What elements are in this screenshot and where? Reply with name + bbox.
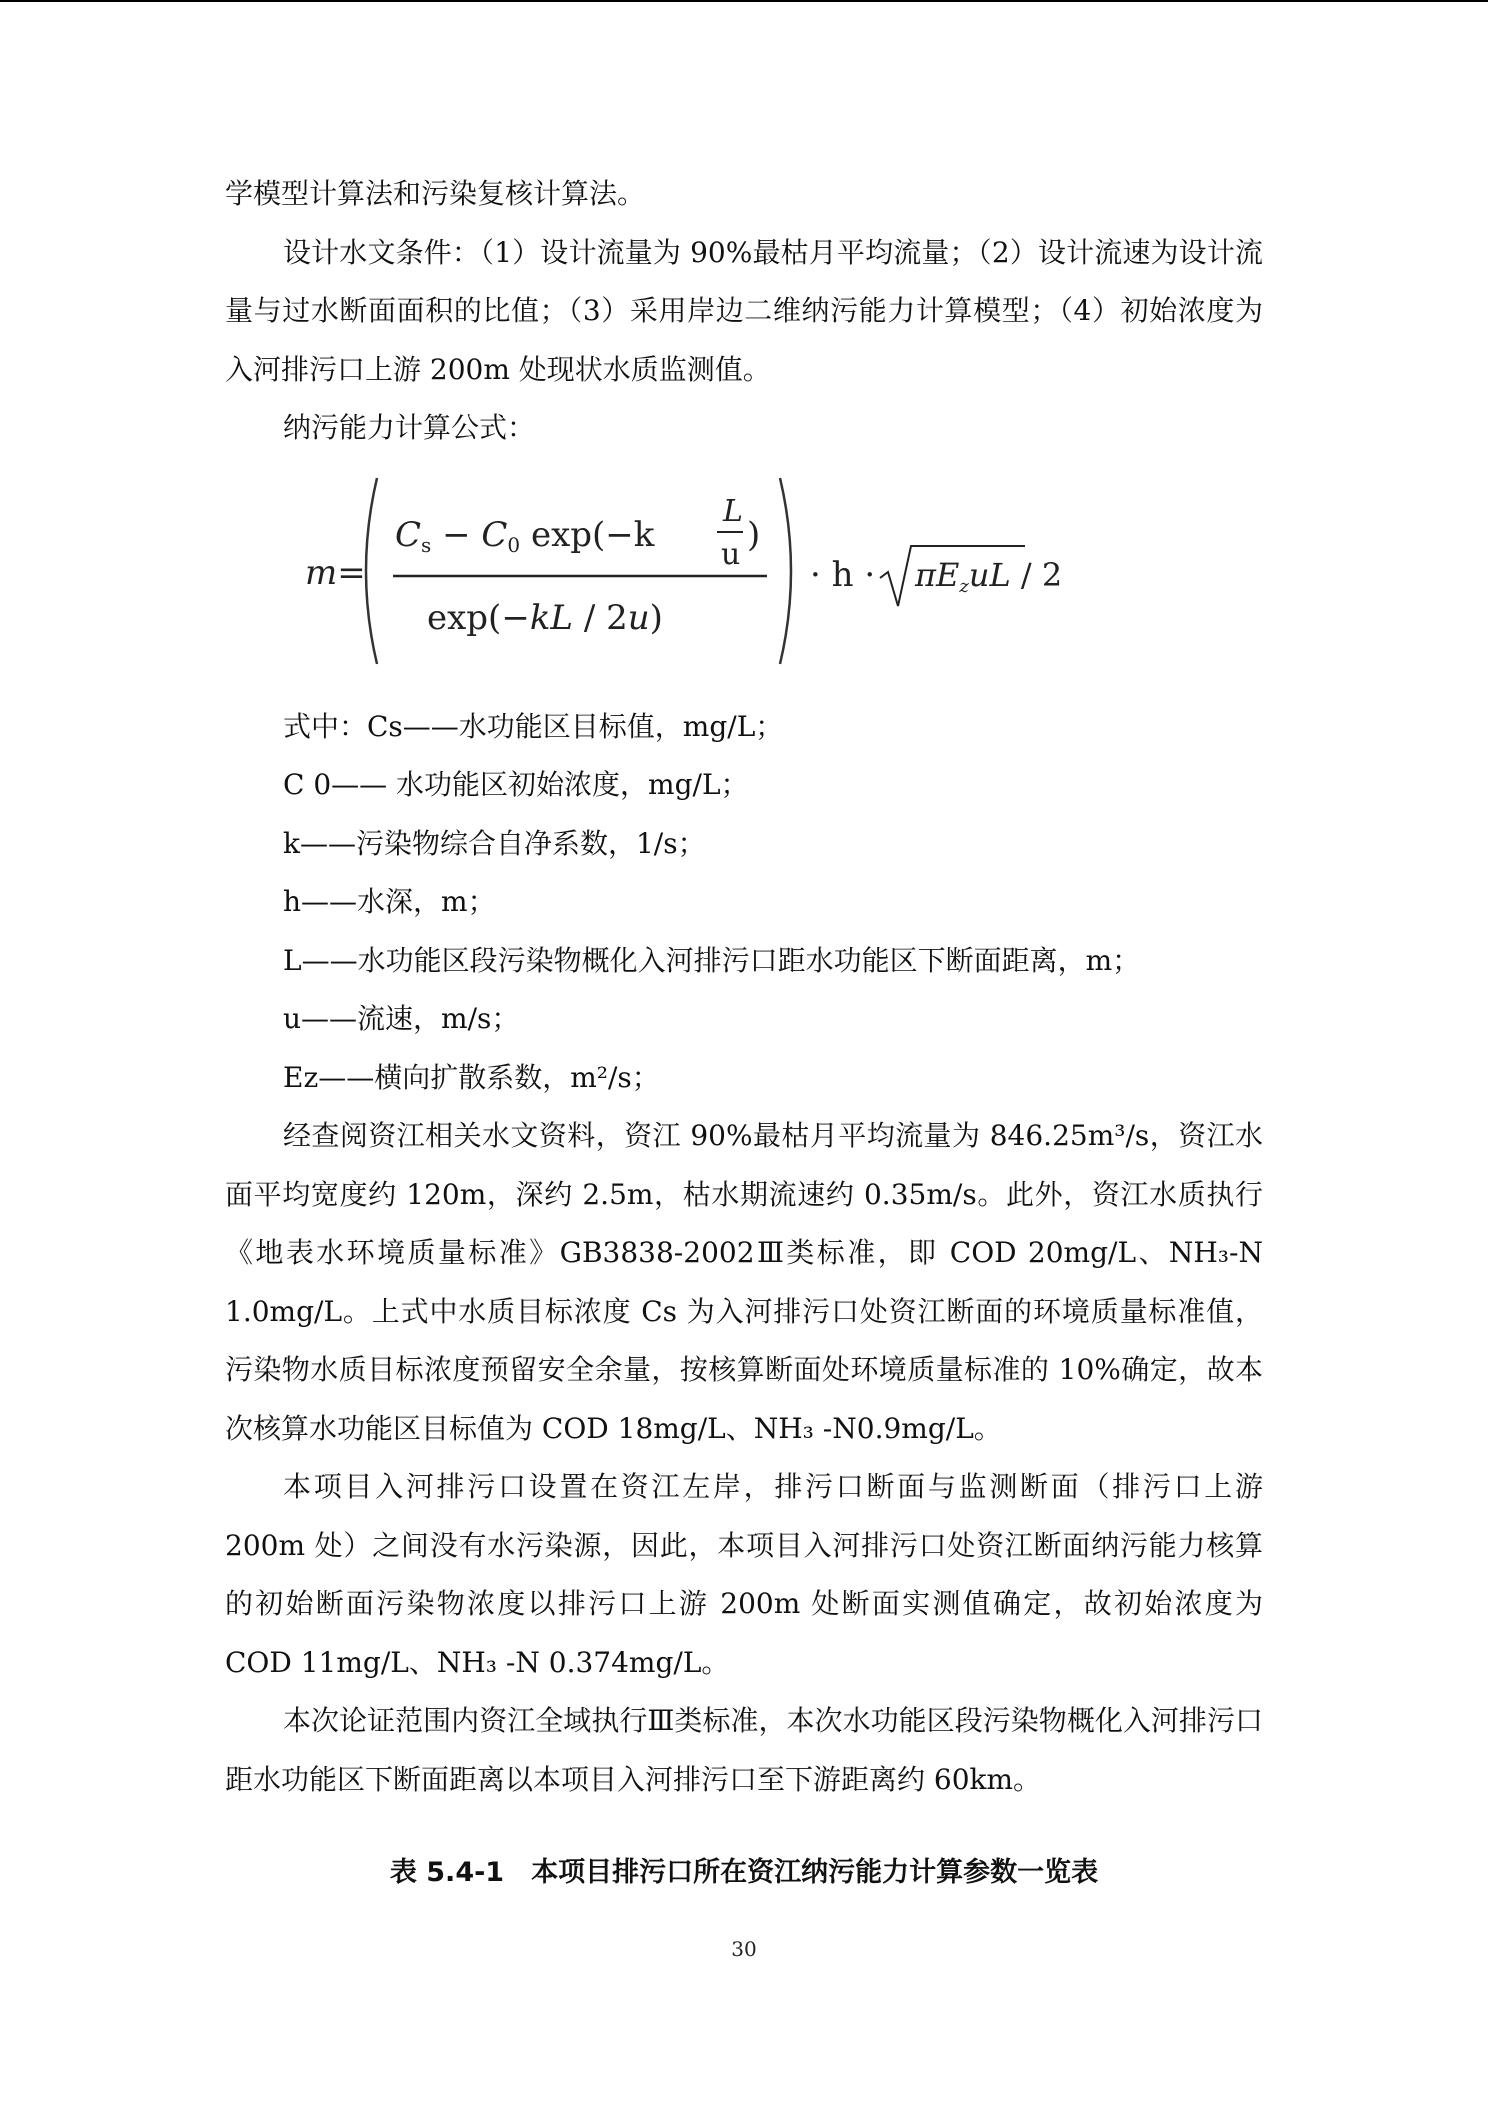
- table-caption: 表 5.4-1 本项目排污口所在资江纳污能力计算参数一览表: [389, 1857, 1099, 1888]
- definition-h: h——水深，m；: [283, 885, 496, 918]
- svg-text:L: L: [723, 493, 743, 529]
- svg-text:): ): [747, 514, 761, 555]
- svg-text:u: u: [721, 536, 741, 572]
- formula-lhs: m=: [305, 552, 366, 593]
- definition-c0: C 0—— 水功能区初始浓度，mg/L；: [283, 768, 749, 801]
- paragraph-5: 本次论证范围内资江全域执行Ⅲ类标准，本次水功能区段污染物概化入河排污口距水功能区下断面距离以本项目入河排污口至下游距离约 60km。: [225, 1704, 1263, 1796]
- definition-ez: Ez——横向扩散系数，m²/s；: [283, 1060, 660, 1094]
- formula: [225, 466, 1263, 686]
- page-number: 30: [731, 1937, 757, 1961]
- definition-u: u——流速，m/s；: [283, 1002, 520, 1035]
- formula-image: [305, 466, 1063, 676]
- document-page: [225, 165, 1263, 1893]
- top-border: [0, 0, 1488, 2]
- formula-denominator: exp(−kL / 2u): [427, 597, 663, 638]
- definition-cs: 式中：Cs——水功能区目标值，mg/L；: [283, 709, 784, 743]
- definition-k: k——污染物综合自净系数，1/s；: [283, 826, 706, 860]
- formula-intro: 纳污能力计算公式：: [283, 411, 536, 444]
- paragraph-0: 学模型计算法和污染复核计算法。: [225, 177, 646, 210]
- svg-text:πEzuL / 2: πEzuL / 2: [915, 555, 1063, 597]
- formula-tail: · h ·: [810, 554, 876, 595]
- definitions-list: [225, 698, 1263, 1108]
- paragraph-3: 经查阅资江相关水文资料，资江 90%最枯月平均流量为 846.25m³/s，资江水面平均宽度约 120m，深约 2.5m，枯水期流速约 0.35m/s。此外，资江水质执行《地表水环境质量标准》GB3838-2002Ⅲ类标准，即 COD 20mg/L、NH₃-N 1.0mg/L。上式中水质目标浓度 Cs 为入河排污口处资江断面的环境质量标准值，污染物水质目标浓度预留安全余量，按核算断面处环境质量标准的 10%确定，故本次核算水功能区目标值为 COD 18mg/L、NH₃ -N0.9mg/L。: [225, 1119, 1263, 1445]
- formula-numerator: Cs − C0 exp(−k: [395, 514, 655, 557]
- paragraph-4: 本项目入河排污口设置在资江左岸，排污口断面与监测断面（排污口上游 200m 处）之间没有水污染源，因此，本项目入河排污口处资江断面纳污能力核算的初始断面污染物浓度以排污口上游 200m 处断面实测值确定，故初始浓度为 COD 11mg/L、NH₃ -N 0.374mg/L。: [225, 1470, 1263, 1679]
- definition-l: L——水功能区段污染物概化入河排污口距水功能区下断面距离，m；: [283, 943, 1141, 977]
- paragraph-1: 设计水文条件：（1）设计流量为 90%最枯月平均流量；（2）设计流速为设计流量与过水断面面积的比值；（3）采用岸边二维纳污能力计算模型；（4）初始浓度为入河排污口上游 200m 处现状水质监测值。: [225, 235, 1263, 386]
